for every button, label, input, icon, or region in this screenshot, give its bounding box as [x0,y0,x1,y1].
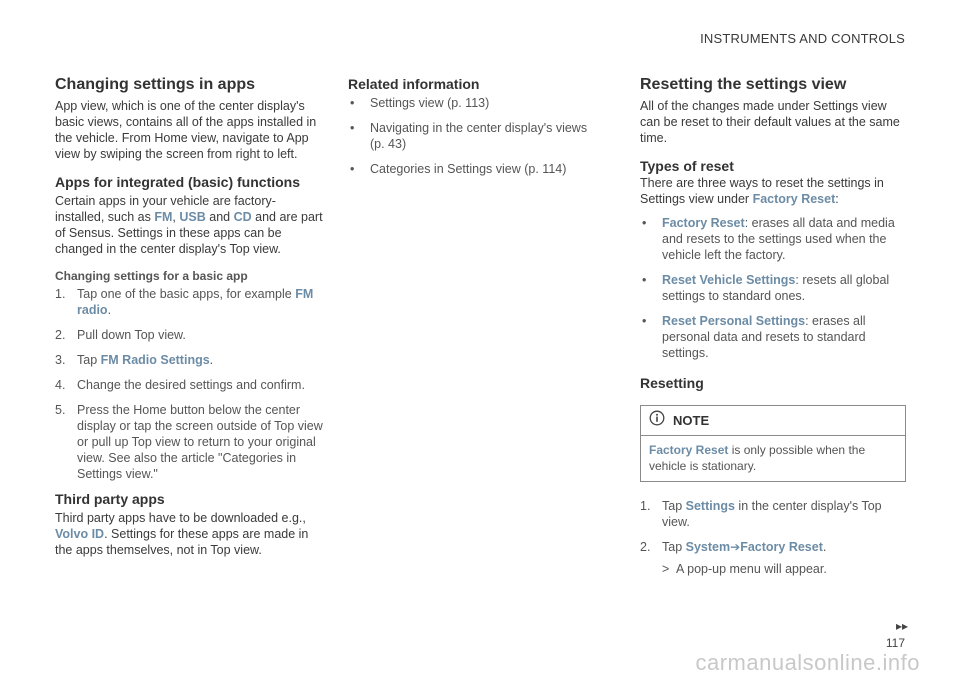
watermark: carmanualsonline.info [695,650,920,675]
fm-label: FM [154,210,173,224]
related-link[interactable]: • Categories in Settings view (p. 114) [350,162,567,176]
list-item: 2. Pull down Top view. [55,328,186,342]
cd-label: CD [233,210,252,224]
list-item: • Factory Reset: erases all data and media and resets to the settings used when the vehicle left the factory. [642,216,895,262]
page-number: 117 [885,636,905,650]
related-link[interactable]: • Settings view (p. 113) [350,96,490,110]
volvo-id-label: Volvo ID [55,527,105,541]
types-paragraph: There are three ways to reset the settings in Settings view under Factory Reset: [640,176,884,206]
heading-types-of-reset: Types of reset [640,158,734,174]
arrow-right-icon: ➔ [730,540,741,554]
heading-resetting: Resetting [640,375,704,391]
resetting-steps [640,498,906,577]
section-title-resetting: Resetting the settings view [640,76,847,93]
column-changing-settings [55,76,323,558]
heading-basic-app: Changing settings for a basic app [55,269,248,283]
related-links [348,95,588,177]
list-item: 2. Tap System➔Factory Reset. > A pop-up menu will appear. [640,539,906,577]
step-result: > A pop-up menu will appear. [662,562,827,576]
list-item: • Reset Personal Settings: erases all personal data and resets to standard settings. [642,314,866,360]
column-related-info [348,76,588,186]
note-box [640,405,906,482]
note-header [641,406,905,436]
heading-integrated-apps: Apps for integrated (basic) functions [55,174,301,190]
usb-label: USB [179,210,206,224]
related-link[interactable]: • Navigating in the center display's views (p. 43) [350,121,588,151]
reset-types-list [640,215,906,361]
note-body: Factory Reset is only possible when the vehicle is stationary. [649,443,866,473]
list-item: • Reset Vehicle Settings: resets all global settings to standard ones. [642,273,890,303]
note-title: NOTE [673,413,710,428]
basic-app-steps [55,286,323,482]
list-item: 4. Change the desired settings and confirm. [55,378,305,392]
section-header: INSTRUMENTS AND CONTROLS [700,31,905,46]
list-item: 5. Press the Home button below the center display or tap the screen outside of Top view or pull up Top view to return to your original view. See also the article "Categories in Settings view." [55,403,323,481]
integrated-paragraph: Certain apps in your vehicle are factory-installed, such as FM, USB and CD and are part of Sensus. Settings in these apps can be changed in the center display's Top view. [55,194,323,256]
intro-paragraph: App view, which is one of the center display's basic views, contains all of the apps installed in the vehicle. From Home view, navigate to App view by swiping the screen from right to left. [55,99,317,161]
third-party-paragraph: Third party apps have to be downloaded e.g., Volvo ID. Settings for these apps are made in the apps themselves, not in Top view. [55,511,309,557]
info-icon [649,410,665,431]
heading-related-information: Related information [348,76,480,92]
list-item: 1. Tap one of the basic apps, for example FM radio. [55,287,314,317]
list-item: 3. Tap FM Radio Settings. [55,353,214,367]
section-title-changing-settings: Changing settings in apps [55,76,256,93]
column-resetting [640,76,906,586]
continue-arrows-icon: ▸▸ [895,619,908,633]
reset-intro-paragraph: All of the changes made under Settings view can be reset to their default values at the same time. [640,99,900,145]
list-item: 1. Tap Settings in the center display's Top view. [640,499,882,529]
heading-third-party: Third party apps [55,491,165,507]
